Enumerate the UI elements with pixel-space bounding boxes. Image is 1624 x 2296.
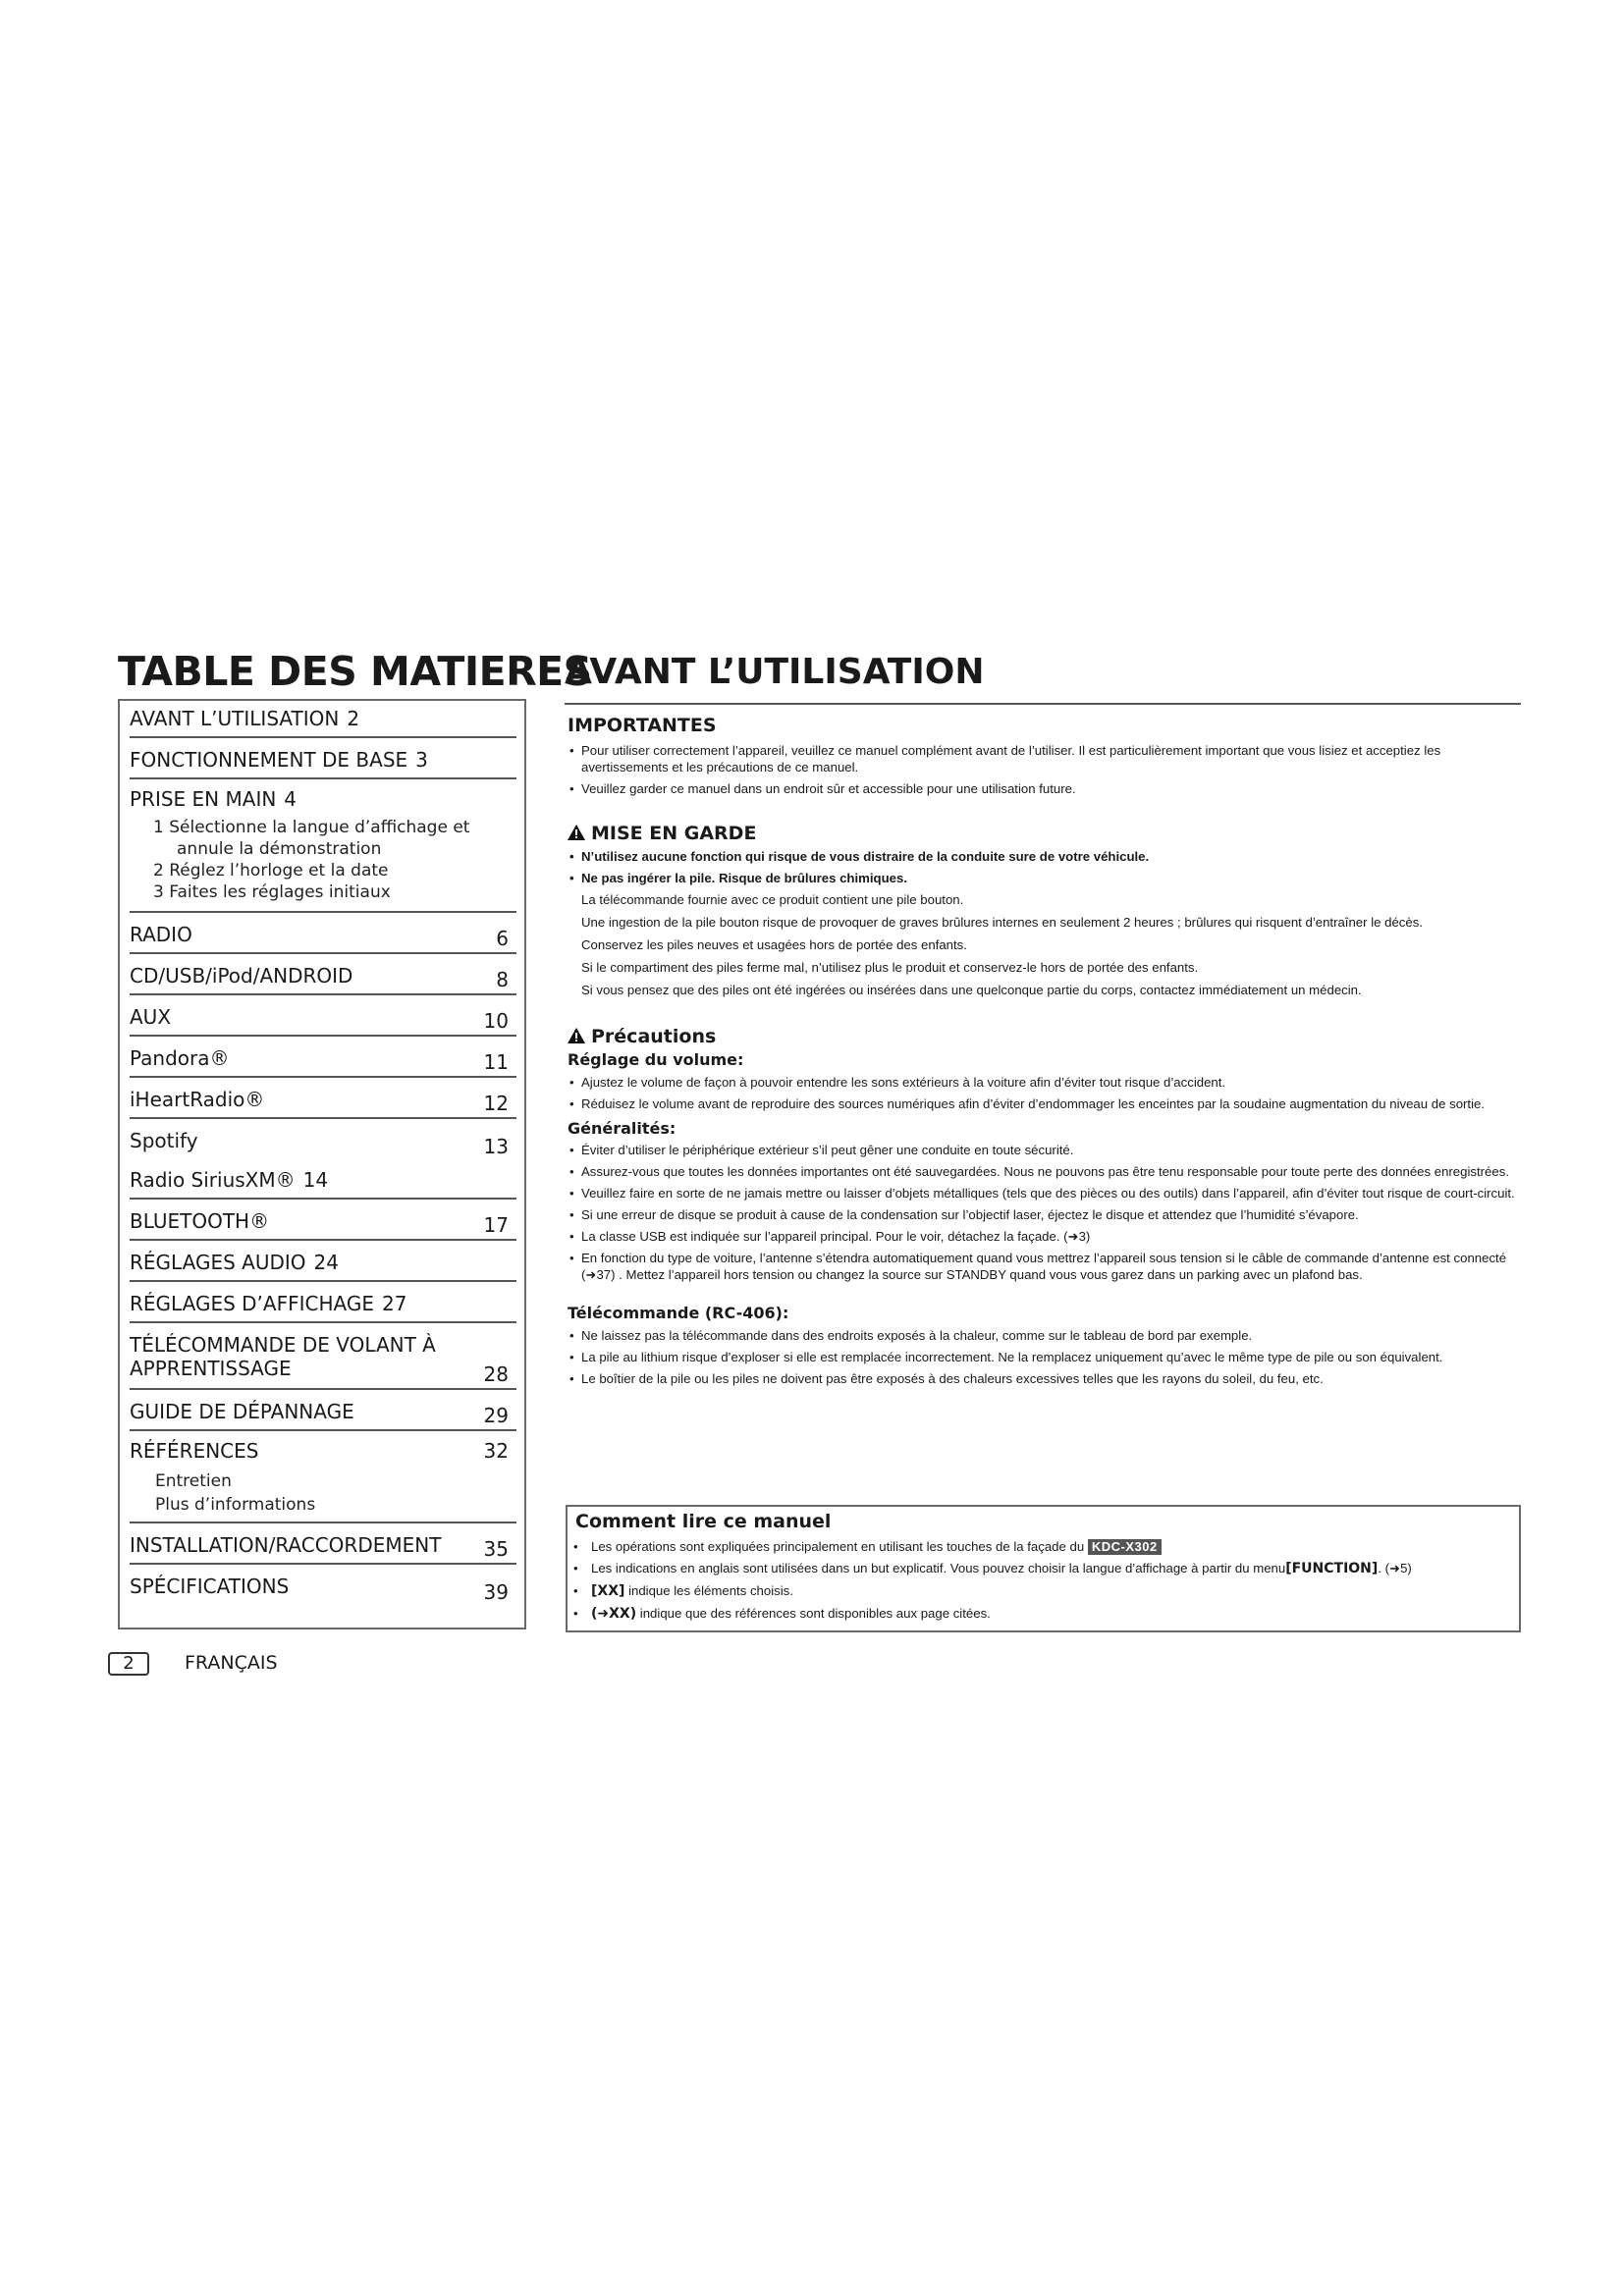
importantes-item: • Pour utiliser correctement l’appareil, veuillez ce manuel complément avant de l’utiliser. Il est particulièrement important que vous lisiez et acceptiez les avertissements et les précautions de ce manuel. — [568, 742, 1520, 775]
toc-sub-item: annule la démonstration — [177, 839, 382, 859]
toc-entry-page: 8 — [496, 968, 509, 991]
volume-heading: Réglage du volume: — [568, 1050, 744, 1069]
toc-entry-telecommande-volant[interactable] — [130, 1333, 516, 1390]
page-number: 2 — [108, 1652, 149, 1676]
toc-entry-page: 29 — [483, 1404, 509, 1427]
section-title: AVANT L’UTILISATION — [565, 652, 985, 692]
footer-language: FRANÇAIS — [185, 1652, 278, 1674]
toc-entry-label: iHeartRadio® — [130, 1088, 265, 1111]
toc-entry-label: Radio SiriusXM® — [130, 1168, 296, 1192]
howto-text: indique que des références sont disponibles aux page citées. — [639, 1606, 991, 1621]
reference-key: (➜XX) — [591, 1606, 637, 1622]
howto-text: Les opérations sont expliquées principalement en utilisant les touches de la façade du — [591, 1539, 1085, 1554]
toc-entry-siriusxm[interactable] — [130, 1168, 516, 1200]
warning-triangle-icon — [568, 825, 585, 840]
toc-entry-page: 27 — [381, 1292, 407, 1315]
toc-entry-label: Pandora® — [130, 1046, 230, 1070]
toc-entry-installation[interactable] — [130, 1533, 516, 1565]
mise-en-garde-bold-item: • N’utilisez aucune fonction qui risque de vous distraire de la conduite sure de votre véhicule. — [568, 848, 1520, 865]
mise-en-garde-line: Si vous pensez que des piles ont été ingérées ou insérées dans une quelconque partie du corps, contactez immédiatement un médecin. — [581, 983, 1362, 997]
toc-sub-item: 2 Réglez l’horloge et la date — [153, 861, 389, 881]
toc-entry-label: TÉLÉCOMMANDE DE VOLANT À — [130, 1333, 436, 1357]
toc-entry-label: RADIO — [130, 923, 192, 946]
toc-entry-specifications[interactable] — [130, 1575, 516, 1606]
toc-entry-page: 4 — [284, 787, 298, 811]
mise-en-garde-line: Si le compartiment des piles ferme mal, n’utilisez plus le produit et conservez-le hors de portée des enfants. — [581, 960, 1199, 975]
toc-title: TABLE DES MATIERES — [118, 648, 592, 695]
toc-sub-item: Plus d’informations — [155, 1495, 316, 1515]
toc-entry-label: RÉGLAGES AUDIO — [130, 1251, 306, 1274]
toc-entry-reglages-audio[interactable] — [130, 1251, 516, 1282]
model-badge: KDC-X302 — [1088, 1539, 1162, 1555]
toc-entry-label: AVANT L’UTILISATION — [130, 707, 340, 730]
toc-entry-label: AUX — [130, 1005, 172, 1029]
toc-entry-iheartradio[interactable] — [130, 1088, 516, 1119]
selected-item-key: [XX] — [591, 1583, 625, 1599]
toc-box — [118, 699, 526, 1629]
generalites-heading: Généralités: — [568, 1119, 677, 1138]
toc-entry-spotify[interactable] — [130, 1129, 516, 1160]
howto-item — [571, 1538, 1514, 1555]
toc-entry-label: SPÉCIFICATIONS — [130, 1575, 290, 1598]
telecommande-list — [568, 1327, 1520, 1392]
howto-text: indique les éléments choisis. — [628, 1583, 793, 1598]
toc-entry-label: BLUETOOTH® — [130, 1209, 270, 1233]
generalites-item: • Éviter d’utiliser le périphérique extérieur s’il peut gêner une conduite en toute sécurité. — [568, 1142, 1520, 1158]
mise-en-garde-line: Conservez les piles neuves et usagées hors de portée des enfants. — [581, 937, 967, 952]
generalites-item: • En fonction du type de voiture, l’antenne s’étendra automatiquement quand vous mettrez l’appareil sous tension si le câble de commande d’antenne est connecté (➜37) . Mettez l’appareil hors tension ou changez la source sur STANDBY quand vous vous garez dans un parking avec un plafond bas. — [568, 1250, 1520, 1283]
toc-entry-page: 32 — [483, 1439, 509, 1463]
toc-entry-label: INSTALLATION/RACCORDEMENT — [130, 1533, 442, 1557]
importantes-list — [568, 742, 1520, 802]
generalites-item: • Assurez-vous que toutes les données importantes ont été sauvegardées. Nous ne pouvons pas être tenu responsable pour toute perte des données enregistrées. — [568, 1163, 1520, 1180]
toc-entry-fonctionnement[interactable] — [130, 748, 516, 779]
mise-en-garde-line: La télécommande fournie avec ce produit contient une pile bouton. — [581, 892, 964, 907]
toc-entry-aux[interactable] — [130, 1005, 516, 1037]
howto-ref: . (➜5) — [1378, 1561, 1412, 1575]
importantes-item: • Veuillez garder ce manuel dans un endroit sûr et accessible pour une utilisation future. — [568, 780, 1520, 797]
toc-entry-label: FONCTIONNEMENT DE BASE — [130, 748, 408, 772]
toc-entry-cd-usb[interactable] — [130, 964, 516, 995]
toc-entry-label-line2: APPRENTISSAGE — [130, 1357, 292, 1380]
telecommande-item: • La pile au lithium risque d’exploser si elle est remplacée incorrectement. Ne la remplacez uniquement qu’avec le même type de pile ou son équivalent. — [568, 1349, 1520, 1365]
mise-en-garde-label: MISE EN GARDE — [591, 823, 757, 844]
telecommande-item: • Ne laissez pas la télécommande dans des endroits exposés à la chaleur, comme sur le tableau de bord par exemple. — [568, 1327, 1520, 1344]
toc-entry-label: PRISE EN MAIN — [130, 787, 277, 811]
toc-entry-page: 3 — [415, 748, 428, 772]
toc-entry-page: 11 — [483, 1050, 509, 1074]
toc-sub-item: 1 Sélectionne la langue d’affichage et — [153, 818, 470, 837]
toc-entry-bluetooth[interactable] — [130, 1209, 516, 1241]
toc-entry-pandora[interactable] — [130, 1046, 516, 1078]
mise-en-garde-bold-item: • Ne pas ingérer la pile. Risque de brûlures chimiques. — [568, 870, 1520, 886]
generalites-item: • La classe USB est indiquée sur l’appareil principal. Pour le voir, détachez la façade. (➜3) — [568, 1228, 1520, 1245]
toc-entry-page: 17 — [483, 1213, 509, 1237]
function-menu-key: [FUNCTION] — [1285, 1561, 1379, 1576]
precautions-heading — [568, 1026, 716, 1047]
mise-en-garde-list — [568, 848, 1520, 1004]
howto-item — [571, 1582, 1514, 1600]
howto-item — [571, 1560, 1514, 1577]
toc-entry-page: 13 — [483, 1135, 509, 1158]
howto-text: Les indications en anglais sont utilisées dans un but explicatif. Vous pouvez choisir la langue d’affichage à partir du menu — [591, 1561, 1286, 1575]
toc-entry-page: 6 — [496, 927, 509, 950]
toc-entry-label: GUIDE DE DÉPANNAGE — [130, 1400, 354, 1423]
generalites-item: • Si une erreur de disque se produit à cause de la condensation sur l’objectif laser, éjectez le disque et attendez que l’humidité s’évapore. — [568, 1206, 1520, 1223]
toc-entry-label: Spotify — [130, 1129, 198, 1152]
toc-sub-item: 3 Faites les réglages initiaux — [153, 882, 391, 902]
title-rule — [565, 703, 1521, 705]
toc-entry-page: 2 — [347, 707, 360, 730]
telecommande-heading: Télécommande (RC-406): — [568, 1304, 789, 1322]
warning-triangle-icon — [568, 1028, 585, 1043]
volume-item: • Réduisez le volume avant de reproduire des sources numériques afin d’éviter d’endommager les enceintes par la soudaine augmentation du niveau de sortie. — [568, 1095, 1520, 1112]
mise-en-garde-heading — [568, 823, 756, 844]
howto-box — [566, 1505, 1521, 1632]
toc-entry-label: RÉGLAGES D’AFFICHAGE — [130, 1292, 374, 1315]
howto-heading: Comment lire ce manuel — [575, 1511, 832, 1532]
toc-entry-prise-en-main[interactable] — [130, 787, 516, 913]
precautions-label: Précautions — [591, 1026, 717, 1047]
howto-list — [571, 1538, 1514, 1628]
volume-list — [568, 1074, 1520, 1117]
toc-entry-label: RÉFÉRENCES — [130, 1439, 259, 1463]
toc-entry-references[interactable] — [130, 1439, 516, 1523]
generalites-item: • Veuillez faire en sorte de ne jamais mettre ou laisser d’objets métalliques (tels que des pièces ou des outils) dans l’appareil, afin d’éviter tout risque de court-circuit. — [568, 1185, 1520, 1201]
volume-item: • Ajustez le volume de façon à pouvoir entendre les sons extérieurs à la voiture afin d’éviter tout risque d’accident. — [568, 1074, 1520, 1091]
toc-sub-item: Entretien — [155, 1471, 232, 1491]
toc-entry-page: 39 — [483, 1580, 509, 1604]
toc-entry-radio[interactable] — [130, 923, 516, 954]
toc-entry-page: 12 — [483, 1092, 509, 1115]
toc-entry-page: 14 — [302, 1168, 329, 1192]
toc-entry-page: 28 — [483, 1362, 509, 1386]
telecommande-item: • Le boîtier de la pile ou les piles ne doivent pas être exposés à des chaleurs excessives telles que les rayons du soleil, du feu, etc. — [568, 1370, 1520, 1387]
mise-en-garde-line: Une ingestion de la pile bouton risque de provoquer de graves brûlures internes en seulement 2 heures ; brûlures qui risquent d’entraîner le décès. — [581, 915, 1423, 930]
generalites-list — [568, 1142, 1520, 1288]
toc-entry-label: CD/USB/iPod/ANDROID — [130, 964, 353, 988]
toc-entry-page: 35 — [483, 1537, 509, 1561]
toc-entry-reglages-affichage[interactable] — [130, 1292, 516, 1323]
toc-entry-avant[interactable] — [130, 707, 516, 738]
importantes-heading: IMPORTANTES — [568, 715, 717, 736]
toc-entry-page: 24 — [313, 1251, 339, 1274]
howto-item — [571, 1605, 1514, 1623]
toc-entry-guide-depannage[interactable] — [130, 1400, 516, 1431]
toc-entry-page: 10 — [483, 1009, 509, 1033]
